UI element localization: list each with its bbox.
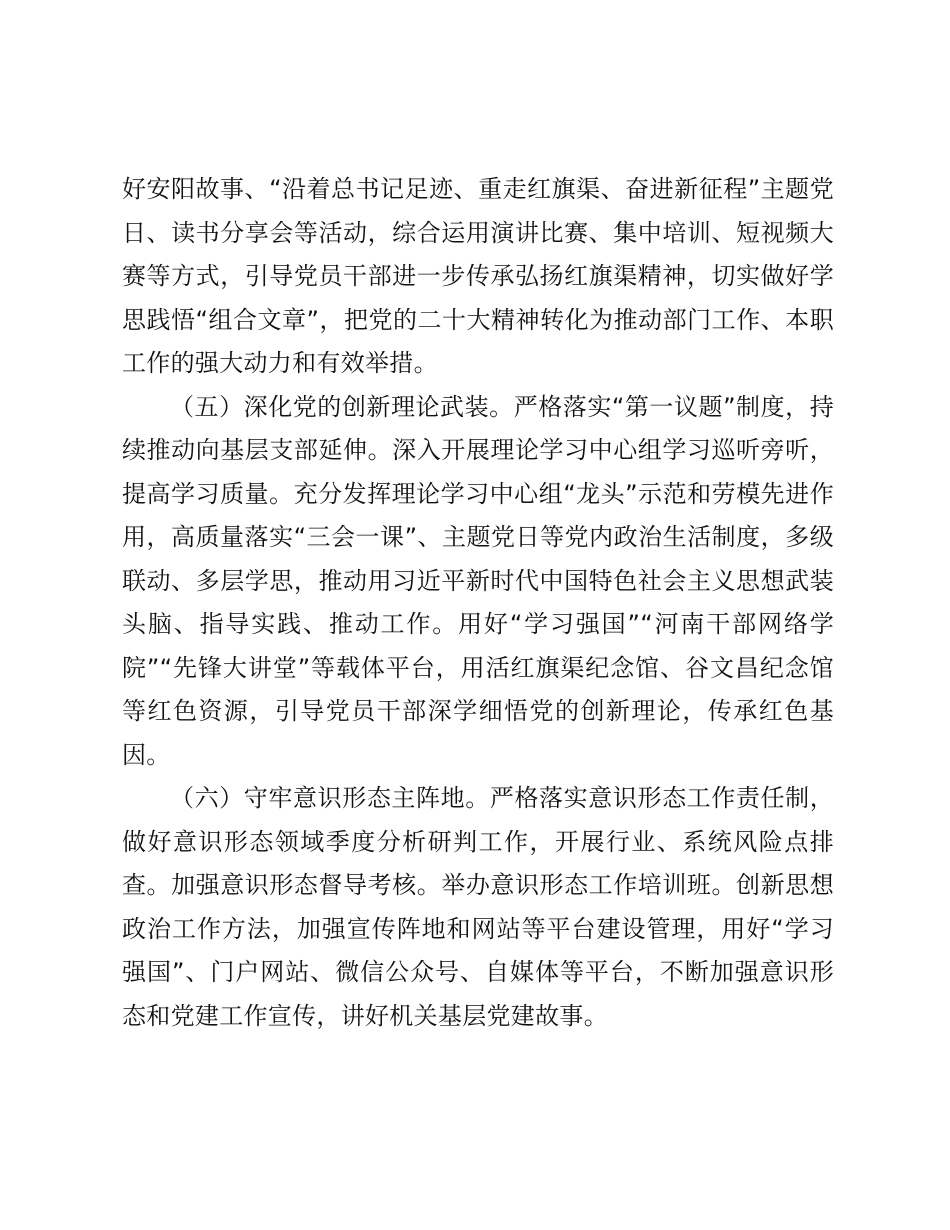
paragraph-section-5: （五）深化党的创新理论武装。严格落实“第一议题”制度，持续推动向基层支部延伸。深入开展理论学习中心组学习巡听旁听，提高学习质量。充分发挥理论学习中心组“龙头”示范和劳模先进作用，高质量落实“三会一课”、主题党日等党内政治生活制度，多级联动、多层学思，推动用习近平新时代中国特色社会主义思想武装头脑、指导实践、推动工作。用好“学习强国”“河南干部网络学院”“先锋大讲堂”等载体平台，用活红旗渠纪念馆、谷文昌纪念馆等红色资源，引导党员干部深学细悟党的创新理论，传承红色基因。: [122, 392, 834, 769]
document-body: [122, 168, 834, 1038]
paragraph-continued: 好安阳故事、“沿着总书记足迹、重走红旗渠、奋进新征程”主题党日、读书分享会等活动，综合运用演讲比赛、集中培训、短视频大赛等方式，引导党员干部进一步传承弘扬红旗渠精神，切实做好学思践悟“组合文章”，把党的二十大精神转化为推动部门工作、本职工作的强大动力和有效举措。: [122, 175, 834, 377]
paragraph-section-6: （六）守牢意识形态主阵地。严格落实意识形态工作责任制，做好意识形态领域季度分析研判工作，开展行业、系统风险点排查。加强意识形态督导考核。举办意识形态工作培训班。创新思想政治工作方法，加强宣传阵地和网站等平台建设管理，用好“学习强国”、门户网站、微信公众号、自媒体等平台，不断加强意识形态和党建工作宣传，讲好机关基层党建故事。: [122, 784, 834, 1030]
